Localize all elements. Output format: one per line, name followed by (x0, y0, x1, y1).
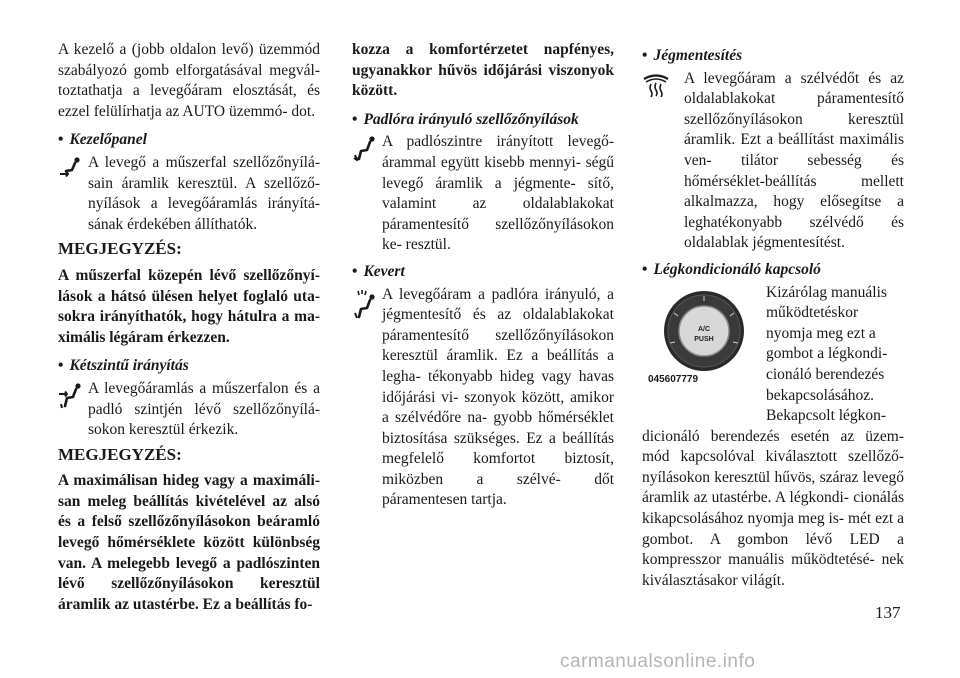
ac-text-side: Kizárólag manuális működtetéskor nyomja meg ezt a gombot a légkondi- cionáló berendezés bekapcsolásához. Bekapcsolt légkon- (766, 283, 888, 425)
ac-knob-label-ac: A/C (697, 325, 711, 333)
bilevel-heading: • Kétszintű irányítás (58, 356, 320, 377)
panel-heading: • Kezelőpanel (58, 130, 320, 151)
note2-text: A maximálisan hideg vagy a maximáli- san meleg beállítás kivételével az alsó és a felső szellőzőnyílásokon beáramló levegő hőmérséklete között különbség van. A melegebb levegő a padlószinten lévő szellőzőnyílásokon keresztül áramlik az utastérbe. Ez a beállítás fo- (58, 472, 320, 613)
panel-vent-icon (58, 157, 82, 179)
ac-text-flow: dicionáló berendezés esetén az üzem- mód kapcsolóval kiválasztott szellőző- nyílásokon keresztül hűvös, száraz levegő áramlik az utastérbe. A légkondi- cionálás kikapcsolásához nyomja meg is- mét ezt a gombot. A gombon lévő LED a kompresszor manuális működtetésé- nek kiválasztásakor világít. (642, 427, 904, 589)
continuation-text: kozza a komfortérzetet napfényes, ugyanakkor hűvös időjárási viszonyok között. (352, 41, 614, 100)
mix-heading: • Kevert (352, 262, 614, 283)
ac-knob-image (646, 287, 756, 392)
defrost-icon (642, 73, 670, 97)
note1-title: MEGJEGYZÉS: (58, 239, 182, 259)
watermark: carmanualsonline.info (560, 651, 756, 672)
floor-vent-icon (352, 136, 378, 162)
note2-title: MEGJEGYZÉS: (58, 444, 182, 464)
ac-section (642, 283, 904, 427)
panel-text: A levegő a műszerfal szellőzőnyílá- sain áramlik keresztül. A szellőző- nyílások a levegőáramlás irányítá- sának érdekében állíthatók. (88, 153, 320, 233)
page-number: 137 (875, 603, 901, 622)
floor-text: A padlószintre irányított levegő- árammal együtt kisebb mennyi- ségű levegő áramlik a jégmente- sítő, valamint az oldalablakokat páramentesítő szellőzőnyílásokon ke- resztül. (382, 133, 614, 254)
defrost-section (642, 69, 904, 254)
ac-heading: • Légkondicionáló kapcsoló (642, 260, 904, 281)
intro-paragraph: A kezelő a (jobb oldalon levő) üzemmód szabályozó gomb elforgatásával megvál- toztathatja a levegőáram elosztását, és ezzel felülírhatja az AUTO üzemmó- dot. (58, 41, 320, 120)
column-middle (352, 40, 614, 511)
floor-heading: • Padlóra irányuló szellőzőnyílások (352, 110, 614, 131)
mix-text: A levegőáram a padlóra irányuló, a jégmentesítő és az oldalablakokat páramentesítő szellőzőnyílásokon keresztül áramlik. Ez a beállítás a legha- tékonyabb hideg vagy havas időjárási vi- szonyok között, amikor a szélvédőre na- gyobb hőmérséklet biztosítása szükséges. Ez a beállítás megfelelő komfortot biztosít, miközben a szélvé- dőt páramentesen tartja. (382, 285, 614, 509)
panel-section (58, 153, 320, 235)
note1-text: A műszerfal közepén lévő szellőzőnyí- lások a hátsó ülésen helyet foglaló uta- sokra irányíthatók, hogy hátulra a ma- ximális légáram érkezzen. (58, 266, 320, 346)
ac-knob-label-push: PUSH (694, 335, 714, 343)
floor-section (352, 132, 614, 256)
defrost-heading: • Jégmentesítés (642, 46, 904, 67)
column-left (58, 40, 320, 623)
bilevel-vent-icon (58, 383, 84, 409)
defrost-text: A levegőáram a szélvédőt és az oldalablakokat páramentesítő szellőzőnyílásokon keresztül áramlik. Ezt a beállítást maximális ven- tilátor sebesség és hőmérséklet-beállítás mellett alkalmazza, hogy elősegítse a leghatékonyabb szélvédő és oldalablak jégmentesítést. (684, 69, 904, 252)
column-right (642, 40, 904, 599)
mix-vent-icon (352, 289, 378, 319)
bilevel-text: A levegőáramlás a műszerfalon és a padló szintjén lévő szellőzőnyílá- sokon keresztül érkezik. (88, 379, 320, 439)
mix-section (352, 285, 614, 512)
bilevel-section (58, 379, 320, 441)
ac-image-code: 045607779 (648, 373, 699, 385)
